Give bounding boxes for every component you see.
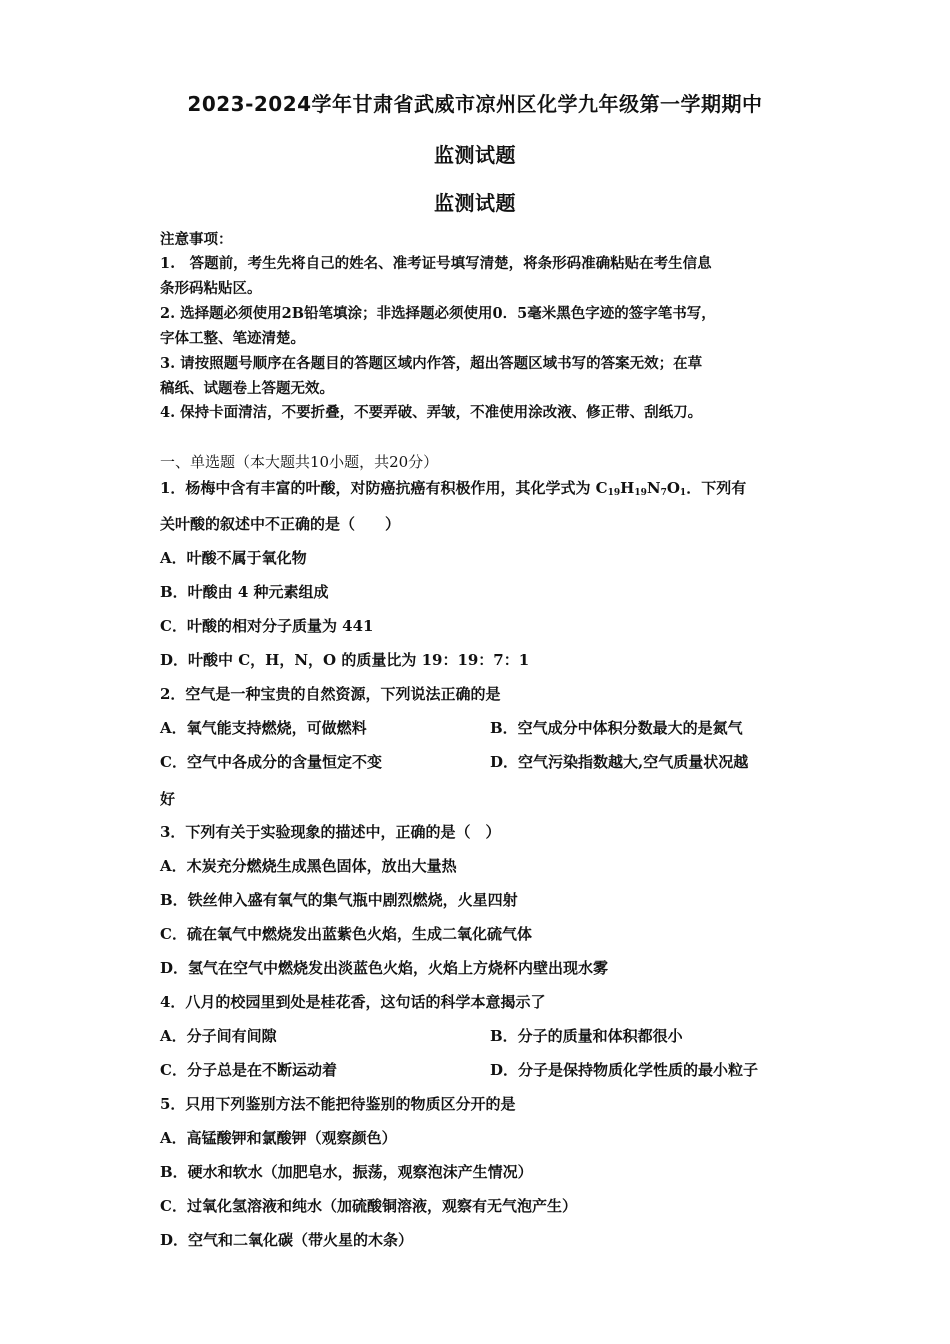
formula-sub: 7	[660, 488, 667, 498]
option-d-continued: 好	[160, 790, 176, 808]
page-title: 2023-2024学年甘肃省武威市凉州区化学九年级第一学期期中	[187, 92, 763, 116]
question-stem	[160, 477, 746, 498]
question-stem: 2．空气是一种宝贵的自然资源，下列说法正确的是	[160, 685, 501, 703]
option-c: C．空气中各成分的含量恒定不变	[160, 753, 382, 771]
formula-sub: 19	[607, 488, 621, 498]
page-subtitle: 监测试题	[434, 191, 516, 215]
question-stem-text: 1．杨梅中含有丰富的叶酸，对防癌抗癌有积极作用，其化学式为 C	[160, 479, 608, 497]
option-a: A．氧气能支持燃烧，可做燃料	[160, 719, 367, 737]
notice-line: 字体工整、笔迹清楚。	[160, 330, 305, 347]
option-a: A．高锰酸钾和氯酸钾（观察颜色）	[160, 1129, 397, 1147]
notice-line: 4. 保持卡面清洁，不要折叠，不要弄破、弄皱，不准使用涂改液、修正带、刮纸刀。	[160, 404, 703, 421]
option-c: C．硫在氧气中燃烧发出蓝紫色火焰，生成二氧化硫气体	[160, 925, 532, 943]
option-d: D．空气污染指数越大,空气质量状况越	[490, 753, 749, 771]
notice-line: 3. 请按照题号顺序在各题目的答题区域内作答，超出答题区域书写的答案无效；在草	[160, 355, 703, 372]
option-c: C．过氧化氢溶液和纯水（加硫酸铜溶液，观察有无气泡产生）	[160, 1197, 577, 1215]
notice-heading: 注意事项：	[160, 231, 233, 248]
option-b: B．分子的质量和体积都很小	[490, 1027, 683, 1045]
option-b: B．硬水和软水（加肥皂水，振荡，观察泡沫产生情况）	[160, 1163, 533, 1181]
option-a: A．分子间有间隙	[160, 1027, 277, 1045]
formula-sub: 19	[634, 488, 647, 498]
notice-line: 1. 答题前，考生先将自己的姓名、准考证号填写清楚，将条形码准确粘贴在考生信息	[160, 255, 712, 272]
formula-sub: 1	[679, 488, 687, 498]
option-b: B．铁丝伸入盛有氧气的集气瓶中剧烈燃烧，火星四射	[160, 891, 518, 909]
notice-line: 稿纸、试题卷上答题无效。	[160, 380, 334, 397]
option-b: B．空气成分中体积分数最大的是氮气	[490, 719, 743, 737]
option-a: A．木炭充分燃烧生成黑色固体，放出大量热	[160, 857, 457, 875]
question-stem: 5．只用下列鉴别方法不能把待鉴别的物质区分开的是	[160, 1095, 516, 1113]
question-stem: 3．下列有关于实验现象的描述中，正确的是（ ）	[160, 823, 501, 841]
option-d: D．氢气在空气中燃烧发出淡蓝色火焰，火焰上方烧杯内壁出现水雾	[160, 959, 609, 977]
question-stem-text: ．下列有	[686, 479, 747, 497]
option-d: D．分子是保持物质化学性质的最小粒子	[490, 1061, 759, 1079]
formula-element: N	[646, 479, 661, 497]
notice-line: 条形码粘贴区。	[160, 280, 262, 297]
question-stem-continued: 关叶酸的叙述中不正确的是（ ）	[160, 515, 401, 533]
option-d: D．叶酸中 C，H，N，O 的质量比为 19：19：7：1	[160, 651, 530, 669]
formula-element: O	[666, 479, 680, 497]
option-a: A．叶酸不属于氧化物	[160, 549, 307, 567]
option-b: B．叶酸由 4 种元素组成	[160, 583, 329, 601]
option-c: C．分子总是在不断运动着	[160, 1061, 337, 1079]
formula-element: H	[620, 479, 635, 497]
notice-line: 2. 选择题必须使用2B铅笔填涂；非选择题必须使用0．5毫米黑色字迹的签字笔书写，	[160, 305, 716, 322]
question-stem: 4．八月的校园里到处是桂花香，这句话的科学本意揭示了	[160, 993, 546, 1011]
page-title-continued: 监测试题	[434, 143, 516, 167]
option-d: D．空气和二氧化碳（带火星的木条）	[160, 1231, 414, 1249]
option-c: C．叶酸的相对分子质量为 441	[160, 617, 374, 635]
section-heading: 一、单选题（本大题共10小题，共20分）	[160, 453, 439, 471]
